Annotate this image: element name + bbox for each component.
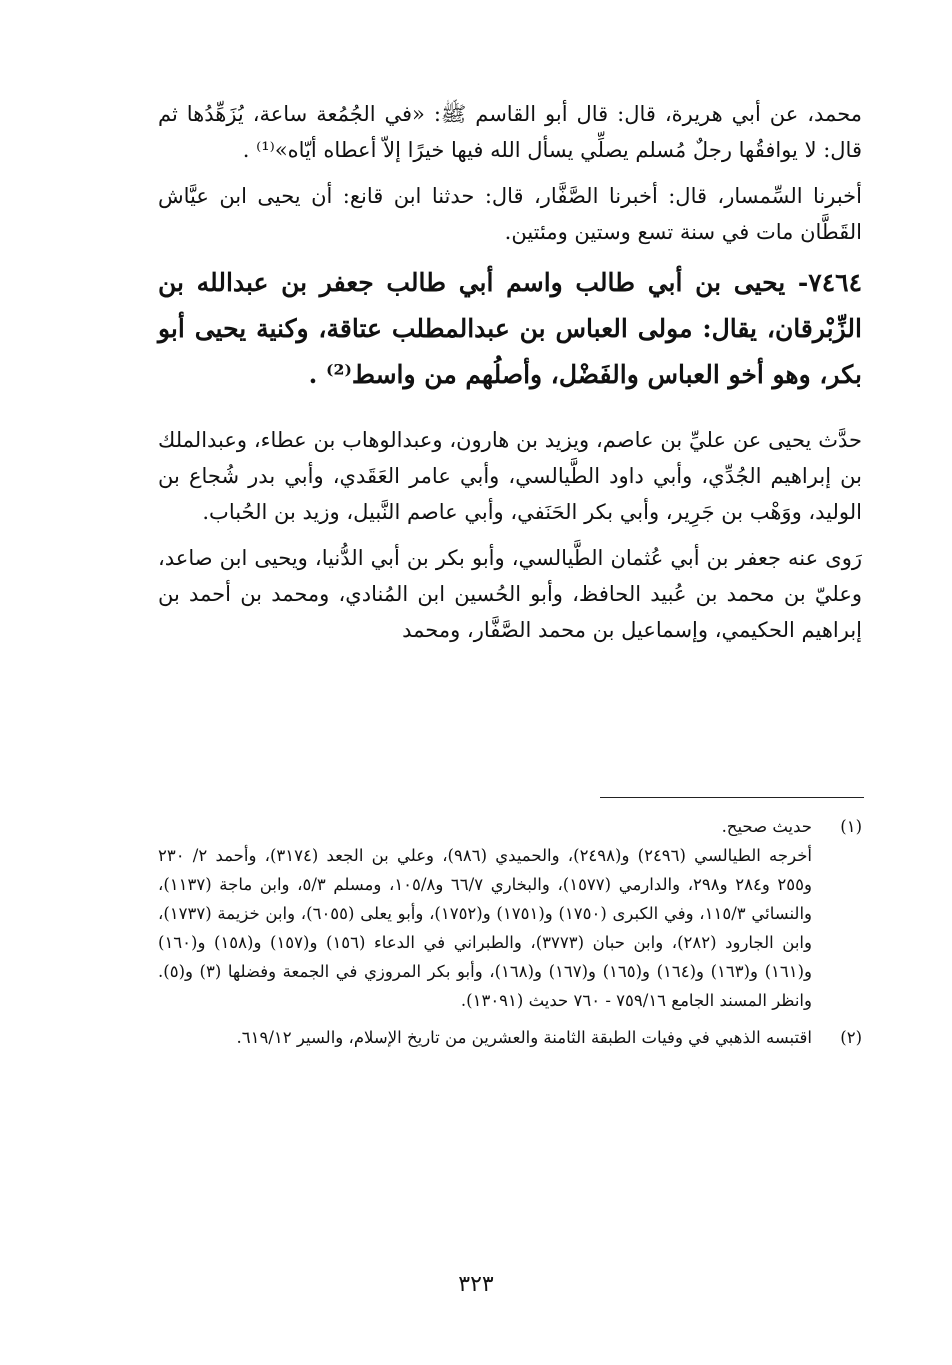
footnote-2 [158,1023,862,1052]
intro-paragraph: محمد، عن أبي هريرة، قال: قال أبو القاسم ﷺ: «في الجُمُعة ساعة، يُزَهِّدُها ثم قال: لا يوافقُها رجلٌ مُسلم يصلِّي يسأل الله فيها خيرًا إلاّ أعطاه أيّاه»⁽¹⁾ . [158,102,862,162]
intro-paragraph: أخبرنا السِّمسار، قال: أخبرنا الصَّفَّار، قال: حدثنا ابن قانع: أن يحيى ابن عيَّاش القَطَّان مات في سنة تسع وستين ومئتين. [158,184,862,244]
footnote-1 [158,812,862,1015]
main-text [158,96,862,648]
footnotes [158,812,862,1052]
footnote-number: (١) [840,817,862,836]
page-number: ٣٢٣ [458,1272,494,1297]
entry-paragraph: حدَّث يحيى عن عليِّ بن عاصم، ويزيد بن هارون، وعبدالوهاب بن عطاء، وعبدالملك بن إبراهيم الجُدِّي، وأبي داود الطَّيالسي، وأبي عامر العَقَدي، وأبي بدر شُجاع بن الوليد، ووَهْب بن جَرِير، وأبي بكر الحَنَفي، وأبي عاصم النَّبيل، وزيد بن الحُباب. [158,428,862,524]
footnote-body [158,1023,812,1052]
footnote-body [158,812,812,1015]
entry-paragraph: رَوى عنه جعفر بن أبي عُثمان الطَّيالسي، وأبو بكر بن أبي الدُّنيا، ويحيى ابن صاعد، وعليّ بن محمد بن عُبيد الحافظ، وأبو الحُسين ابن المُنادي، ومحمد بن أحمد بن إبراهيم الحكيمي، وإسماعيل بن محمد الصَّفَّار، ومحمد [158,546,862,642]
footnote-line: حديث صحيح. [721,817,812,836]
footnote-line: اقتبسه الذهبي في وفيات الطبقة الثامنة والعشرين من تاريخ الإسلام، والسير ٦١٩/١٢. [236,1028,812,1047]
footnote-divider [600,797,864,798]
entry-heading: ٧٤٦٤- يحيى بن أبي طالب واسم أبي طالب جعفر بن عبدالله بن الزِّبْرقان، يقال: مولى العباس بن عبدالمطلب عتاقة، وكنية يحيى أبو بكر، وهو أخو العباس والفَضْل، وأصلُهم من واسط⁽²⁾ . [158,268,862,389]
footnote-number: (٢) [840,1028,862,1047]
footnote-line: أخرجه الطيالسي (٢٤٩٦) و(٢٤٩٨)، والحميدي (٩٨٦)، وعلي بن الجعد (٣١٧٤)، وأحمد ٢/ ٢٣٠ و٢٥٥ و٢٨٤ و٢٩٨، والدارمي (١٥٧٧)، والبخاري ٦٦/٧ و١٠٥/٨، ومسلم ٥/٣، وابن ماجة (١١٣٧)، والنسائي ١١٥/٣، وفي الكبرى (١٧٥٠) و(١٧٥١) و(١٧٥٢)، وأبو يعلى (٦٠٥٥)، وابن خزيمة (١٧٣٧)، وابن الجارود (٢٨٢)، وابن حبان (٣٧٧٣)، والطبراني في الدعاء (١٥٦) و(١٥٧) و(١٥٨) و(١٦٠) و(١٦١) و(١٦٣) و(١٦٤) و(١٦٥) و(١٦٧) و(١٦٨)، وأبو بكر المروزي في الجمعة وفضلها (٣) و(٥). وانظر المسند الجامع ٧٥٩/١٦ - ٧٦٠ حديث (١٣٠٩١). [158,846,813,1010]
